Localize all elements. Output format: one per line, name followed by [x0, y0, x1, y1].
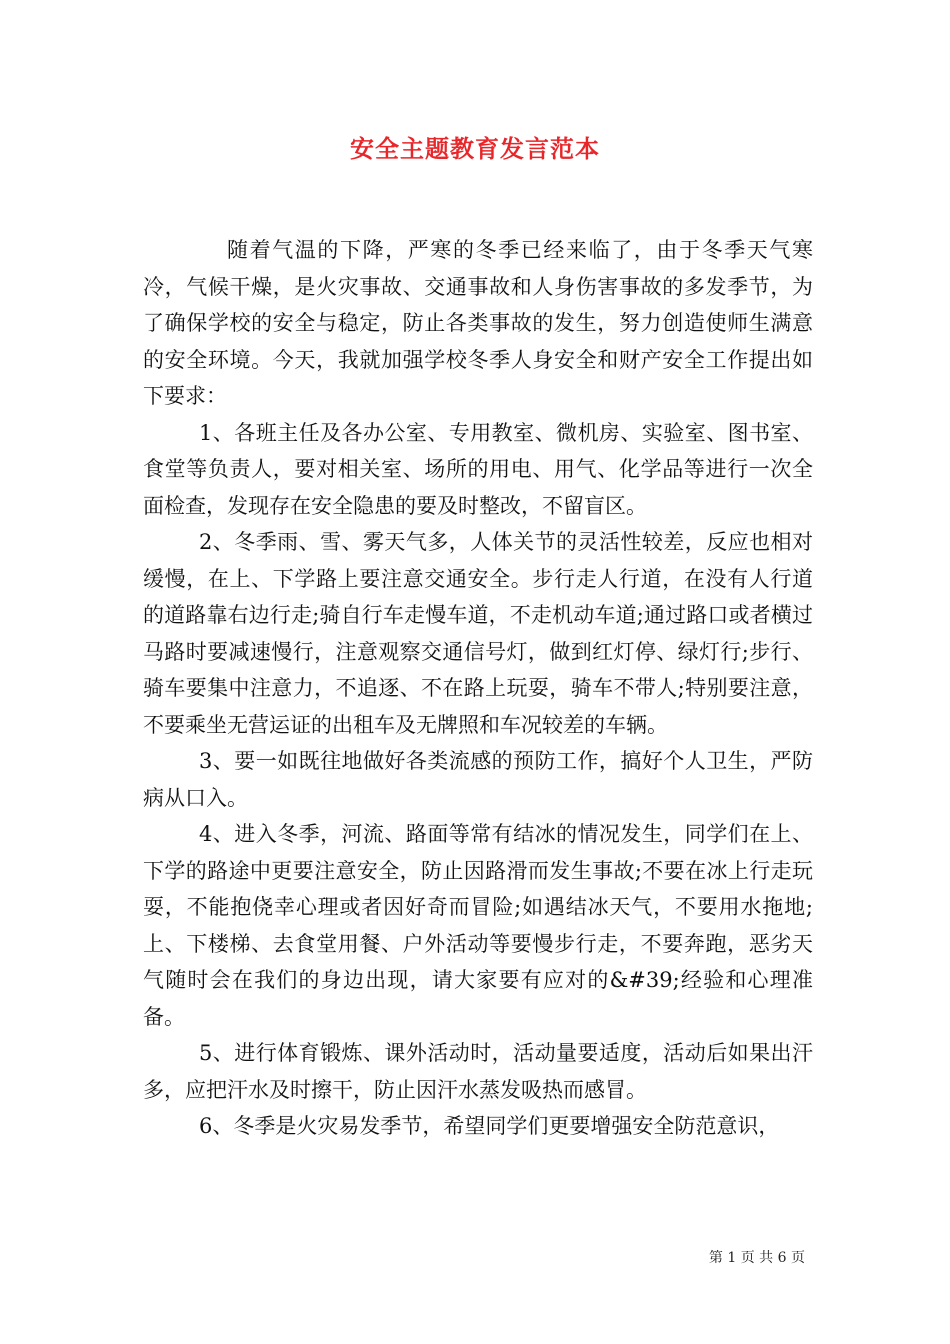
item-paragraph-4: 4、进入冬季，河流、路面等常有结冰的情况发生，同学们在上、下学的路途中更要注意安全，防止因路滑而发生事故;不要在冰上行走玩耍，不能抱侥幸心理或者因好奇而冒险;如遇结冰天气，不要用水拖地;上、下楼梯、去食堂用餐、户外活动等要慢步行走，不要奔跑，恶劣天气随时会在我们的身边出现，请大家要有应对的&#39;经验和心理准备。	[143, 822, 813, 1029]
item-paragraph-5: 5、进行体育锻炼、课外活动时，活动量要适度，活动后如果出汗多，应把汗水及时擦干，防止因汗水蒸发吸热而感冒。	[143, 1041, 813, 1102]
page-number-footer: 第 1 页 共 6 页	[708, 1250, 805, 1266]
item-paragraph-6: 6、冬季是火灾易发季节，希望同学们更要增强安全防范意识，	[199, 1114, 780, 1138]
intro-paragraph: 随着气温的下降，严寒的冬季已经来临了，由于冬季天气寒冷，气候干燥，是火灾事故、交通事故和人身伤害事故的多发季节，为了确保学校的安全与稳定，防止各类事故的发生，努力创造使师生满意的安全环境。今天，我就加强学校冬季人身安全和财产安全工作提出如下要求：	[143, 238, 813, 408]
document-title: 安全主题教育发言范本	[350, 134, 600, 163]
item-paragraph-1: 1、各班主任及各办公室、专用教室、微机房、实验室、图书室、食堂等负责人，要对相关室、场所的用电、用气、化学品等进行一次全面检查，发现存在安全隐患的要及时整改，不留盲区。	[143, 420, 813, 518]
document-body	[143, 232, 813, 1145]
item-paragraph-2: 2、冬季雨、雪、雾天气多，人体关节的灵活性较差，反应也相对缓慢，在上、下学路上要注意交通安全。步行走人行道，在没有人行道的道路靠右边行走;骑自行车走慢车道，不走机动车道;通过路口或者横过马路时要减速慢行，注意观察交通信号灯，做到红灯停、绿灯行;步行、骑车要集中注意力，不追逐、不在路上玩耍，骑车不带人;特别要注意，不要乘坐无营运证的出租车及无牌照和车况较差的车辆。	[143, 530, 813, 737]
item-paragraph-3: 3、要一如既往地做好各类流感的预防工作，搞好个人卫生，严防病从口入。	[143, 749, 813, 810]
